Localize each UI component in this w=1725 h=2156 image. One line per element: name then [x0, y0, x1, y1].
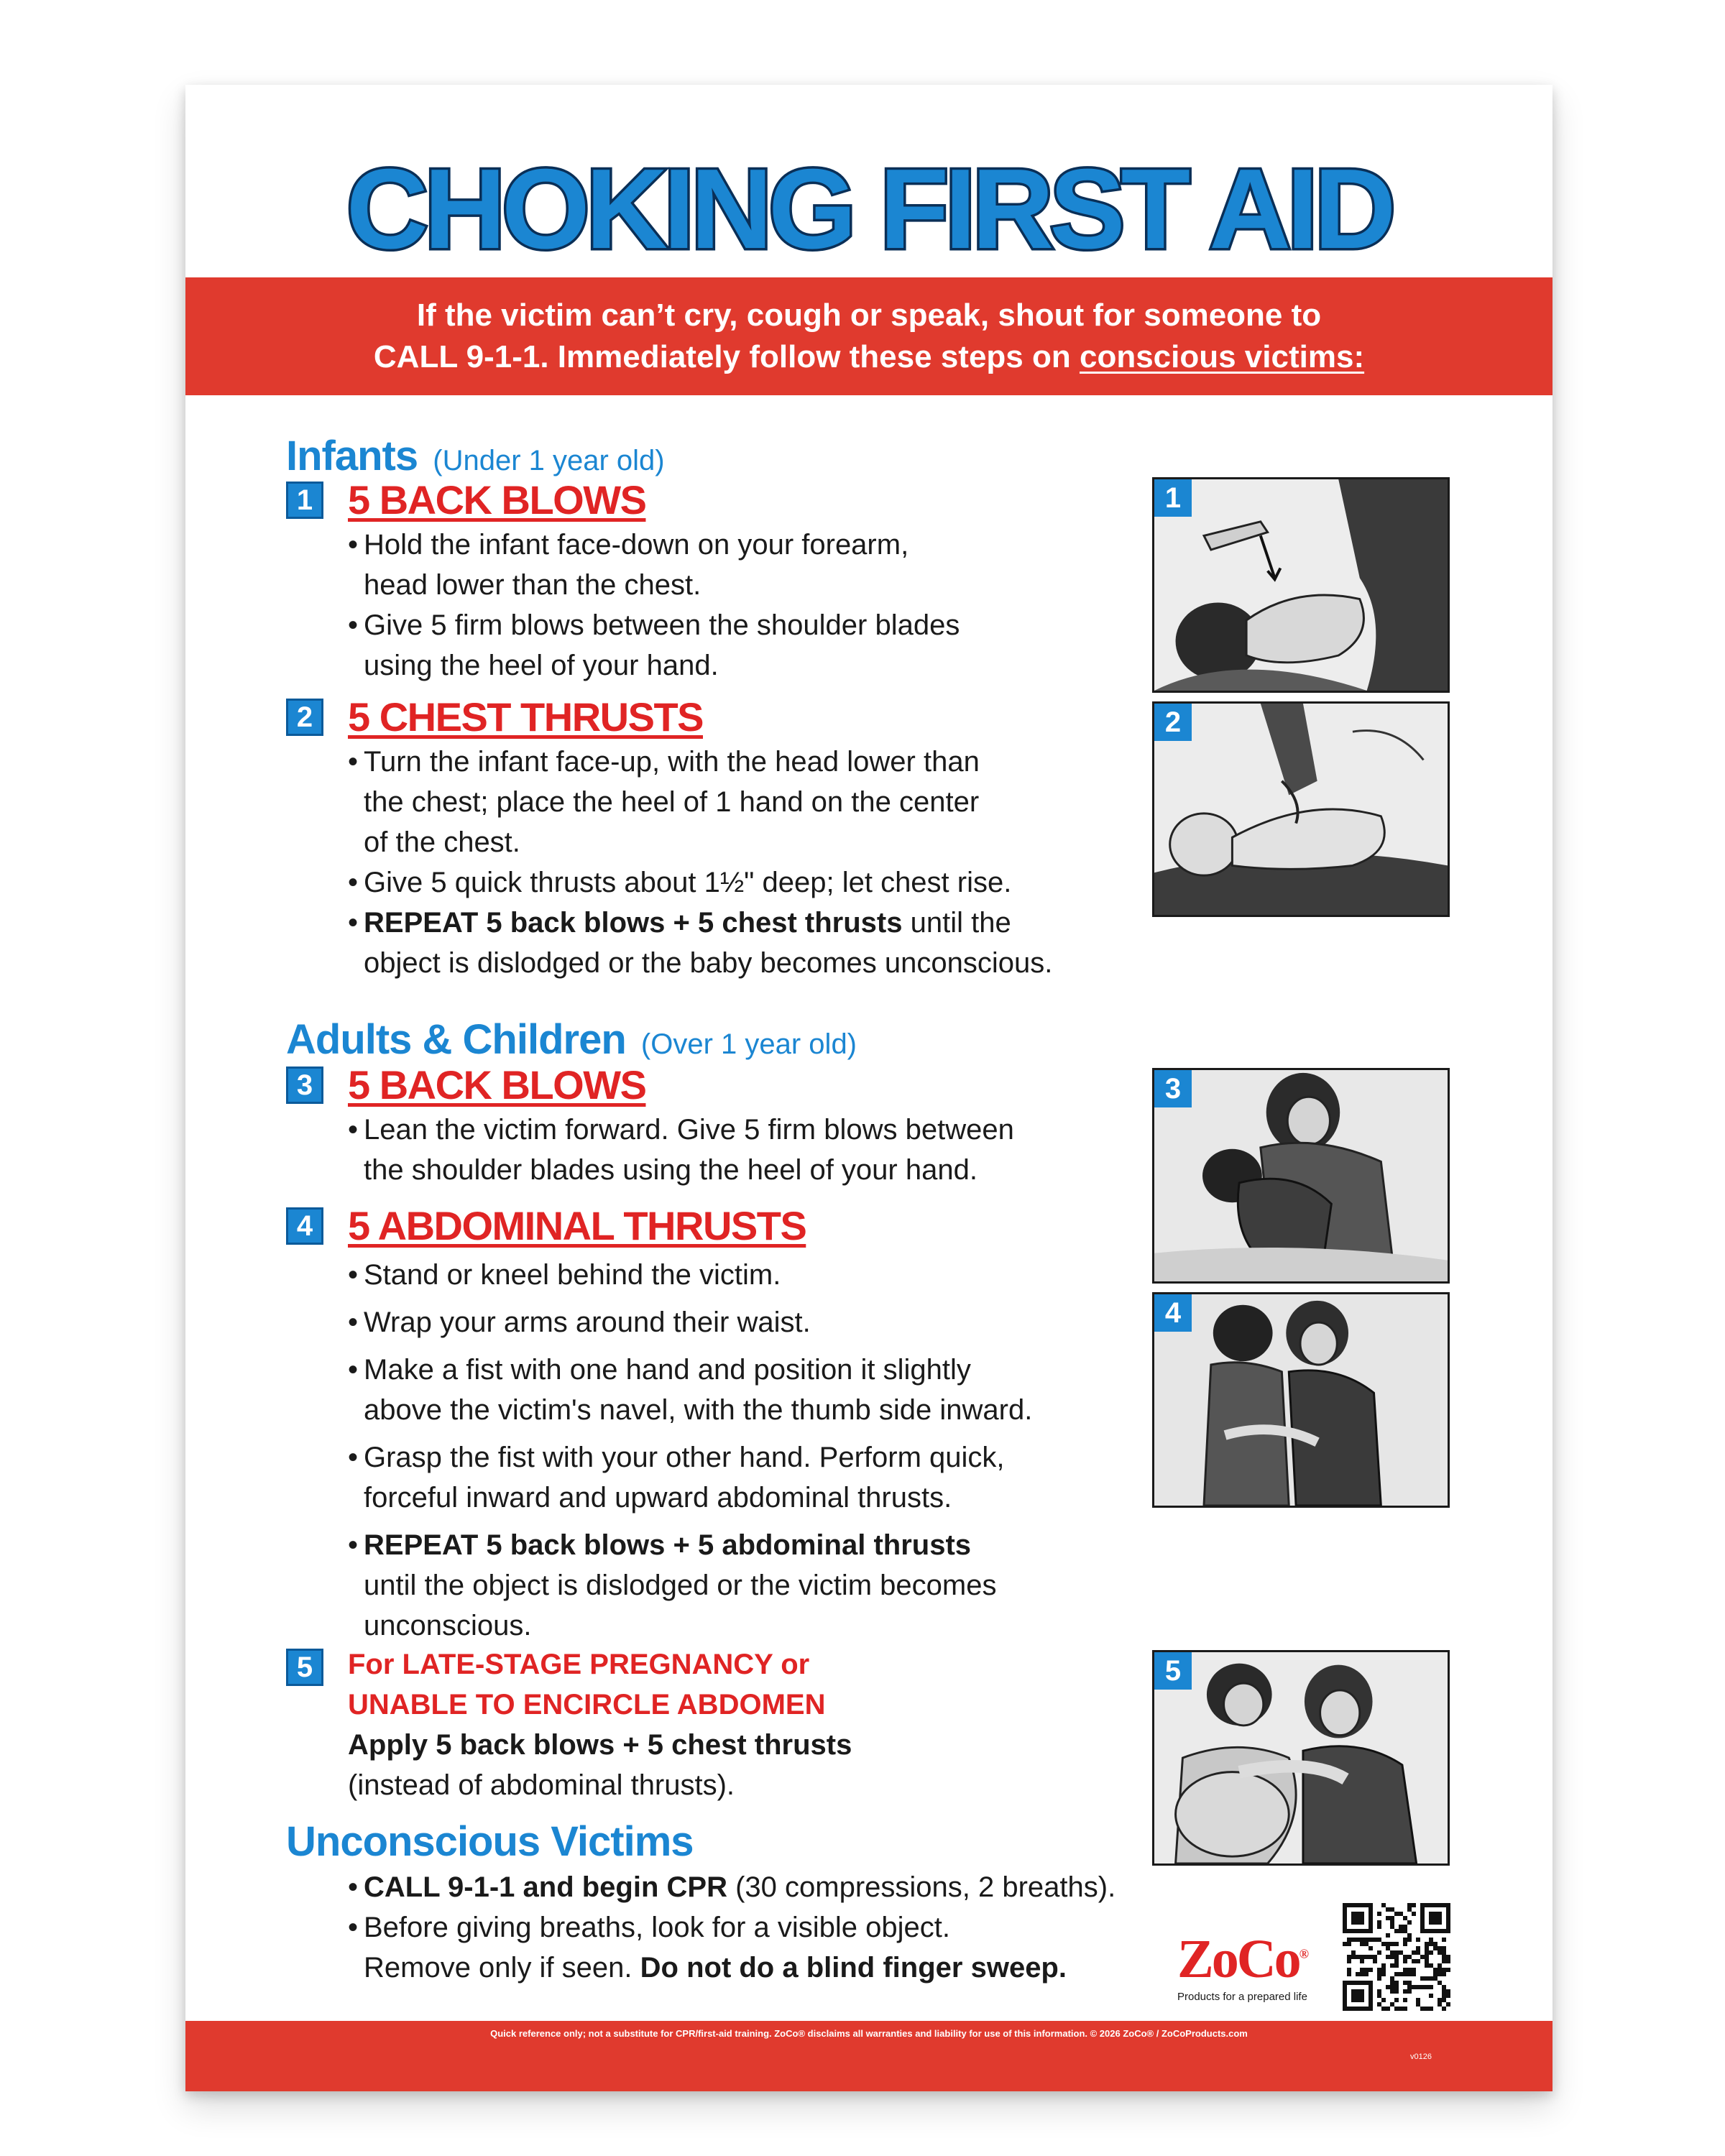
adult-back-blows-drawing	[1154, 1070, 1448, 1281]
illustration-infant-chest-thrusts	[1152, 701, 1450, 917]
bullet-line: (30 compressions, 2 breaths).	[727, 1871, 1116, 1903]
bullet-item	[348, 1525, 1032, 1646]
bullet-line: Give 5 firm blows between the shoulder blades	[364, 609, 960, 641]
banner-line-1: If the victim can’t cry, cough or speak, shout for someone to	[416, 298, 1322, 333]
illustration-infant-back-blows	[1152, 477, 1450, 693]
illustration-number: 1	[1154, 479, 1192, 517]
step-4-bullets	[348, 1255, 1032, 1653]
step-5-red-line-2: UNABLE TO ENCIRCLE ABDOMEN	[348, 1689, 826, 1720]
bullet-item	[348, 1350, 1032, 1430]
bullet-line: Lean the victim forward. Give 5 firm blows between	[364, 1114, 1014, 1146]
logo-brand	[1177, 1929, 1335, 1989]
illustration-adult-abdominal-thrusts	[1152, 1292, 1450, 1508]
page-title: CHOKING FIRST AID	[346, 146, 1392, 272]
pregnancy-chest-thrusts-drawing	[1154, 1652, 1448, 1864]
illustration-number: 2	[1154, 704, 1192, 741]
step-5-note: (instead of abdominal thrusts).	[348, 1769, 735, 1801]
step-5-instruction	[348, 1725, 852, 1765]
unconscious-heading: Unconscious Victims	[286, 1818, 694, 1865]
infant-back-blows-drawing	[1154, 479, 1448, 691]
zoco-logo	[1177, 1929, 1335, 2003]
bullet-item	[348, 605, 960, 686]
bullet-item	[348, 862, 1052, 903]
bullet-item	[348, 1255, 1032, 1295]
step-2-bullets	[348, 742, 1052, 983]
bullet-bold: Do not do a blind finger sweep.	[640, 1952, 1067, 1984]
step-1-bullets	[348, 525, 960, 686]
infants-heading-text: Infants	[286, 433, 418, 479]
bullet-line: head lower than the chest.	[364, 569, 702, 601]
step-number: 5	[286, 1649, 323, 1686]
step-title: 5 BACK BLOWS	[348, 477, 646, 522]
infant-chest-thrusts-drawing	[1154, 704, 1448, 915]
logo-brand-text: ZoCo	[1177, 1929, 1300, 1989]
step-number: 1	[286, 482, 323, 519]
step-title: 5 CHEST THRUSTS	[348, 694, 703, 740]
infants-heading	[286, 433, 665, 479]
bullet-line: Hold the infant face-down on your forearm,	[364, 529, 909, 561]
bullet-bold: REPEAT 5 back blows + 5 chest thrusts	[364, 907, 903, 939]
adults-heading-sub: (Over 1 year old)	[640, 1028, 857, 1060]
step-5-red-line-1: For LATE-STAGE PREGNANCY or	[348, 1649, 810, 1680]
step-5-bold: Apply 5 back blows + 5 chest thrusts	[348, 1729, 852, 1761]
infants-heading-sub: (Under 1 year old)	[433, 445, 665, 476]
adults-heading-text: Adults & Children	[286, 1016, 626, 1063]
illustration-adult-back-blows	[1152, 1068, 1450, 1284]
bullet-item	[348, 1867, 1116, 1907]
banner-line-2-text: CALL 9-1-1. Immediately follow these steps on	[373, 339, 1080, 374]
footer-version: v0126	[1410, 2053, 1432, 2061]
adults-heading	[286, 1016, 857, 1063]
bullet-line: forceful inward and upward abdominal thrusts.	[364, 1482, 952, 1514]
bullet-line: of the chest.	[364, 826, 520, 858]
step-title: 5 ABDOMINAL THRUSTS	[348, 1203, 806, 1248]
logo-registered-mark: ®	[1299, 1946, 1310, 1961]
bullet-item	[348, 1907, 1116, 1988]
illustration-number: 3	[1154, 1070, 1192, 1107]
banner-conscious-victims: conscious victims:	[1079, 339, 1365, 374]
illustration-number: 5	[1154, 1652, 1192, 1690]
step-number: 4	[286, 1207, 323, 1245]
bullet-line: the shoulder blades using the heel of your hand.	[364, 1154, 978, 1186]
bullet-item	[348, 525, 960, 605]
bullet-item	[348, 1302, 1032, 1342]
qr-code-icon[interactable]	[1343, 1903, 1450, 2011]
bullet-line: unconscious.	[364, 1610, 532, 1641]
step-title: 5 BACK BLOWS	[348, 1062, 646, 1107]
unconscious-bullets	[348, 1867, 1116, 1988]
adult-abdominal-thrusts-drawing	[1154, 1294, 1448, 1506]
bullet-line: Before giving breaths, look for a visible object.	[364, 1912, 950, 1943]
step-number: 3	[286, 1067, 323, 1104]
bullet-line: until the object is dislodged or the victim becomes	[364, 1570, 997, 1601]
illustration-number: 4	[1154, 1294, 1192, 1332]
step-number: 2	[286, 699, 323, 736]
bullet-line: Grasp the fist with your other hand. Perform quick,	[364, 1442, 1005, 1473]
bullet-line: using the heel of your hand.	[364, 650, 719, 681]
poster	[185, 85, 1552, 2091]
step-3-bullets	[348, 1110, 1014, 1190]
logo-tagline: Products for a prepared life	[1177, 1991, 1307, 2003]
bullet-line: Turn the infant face-up, with the head lower than	[364, 746, 980, 778]
bullet-line: Give 5 quick thrusts about 1½" deep; let chest rise.	[364, 867, 1012, 898]
bullet-bold: CALL 9-1-1 and begin CPR	[364, 1871, 727, 1903]
bullet-item	[348, 903, 1052, 983]
bullet-line: object is dislodged or the baby becomes unconscious.	[364, 947, 1053, 979]
bullet-line: Wrap your arms around their waist.	[364, 1307, 811, 1338]
bullet-line: Stand or kneel behind the victim.	[364, 1259, 781, 1291]
warning-banner	[185, 277, 1552, 395]
footer-disclaimer: Quick reference only; not a substitute for CPR/first-aid training. ZoCo® disclaims all warranties and liability for use of this information. © 2026 ZoCo® / ZoCoProducts.com	[490, 2028, 1248, 2039]
bullet-item	[348, 1110, 1014, 1190]
bullet-line: until the	[902, 907, 1011, 939]
bullet-bold: REPEAT 5 back blows + 5 abdominal thrusts	[364, 1529, 972, 1561]
bullet-line: Make a fist with one hand and position it slightly	[364, 1354, 971, 1386]
footer-bar	[185, 2021, 1552, 2091]
illustration-pregnancy-chest-thrusts	[1152, 1650, 1450, 1866]
banner-line-2	[185, 336, 1552, 378]
bullet-line: the chest; place the heel of 1 hand on the center	[364, 786, 980, 818]
bullet-item	[348, 742, 1052, 862]
bullet-item	[348, 1437, 1032, 1518]
bullet-line: above the victim's navel, with the thumb side inward.	[364, 1394, 1033, 1426]
bullet-line: Remove only if seen.	[364, 1952, 640, 1984]
